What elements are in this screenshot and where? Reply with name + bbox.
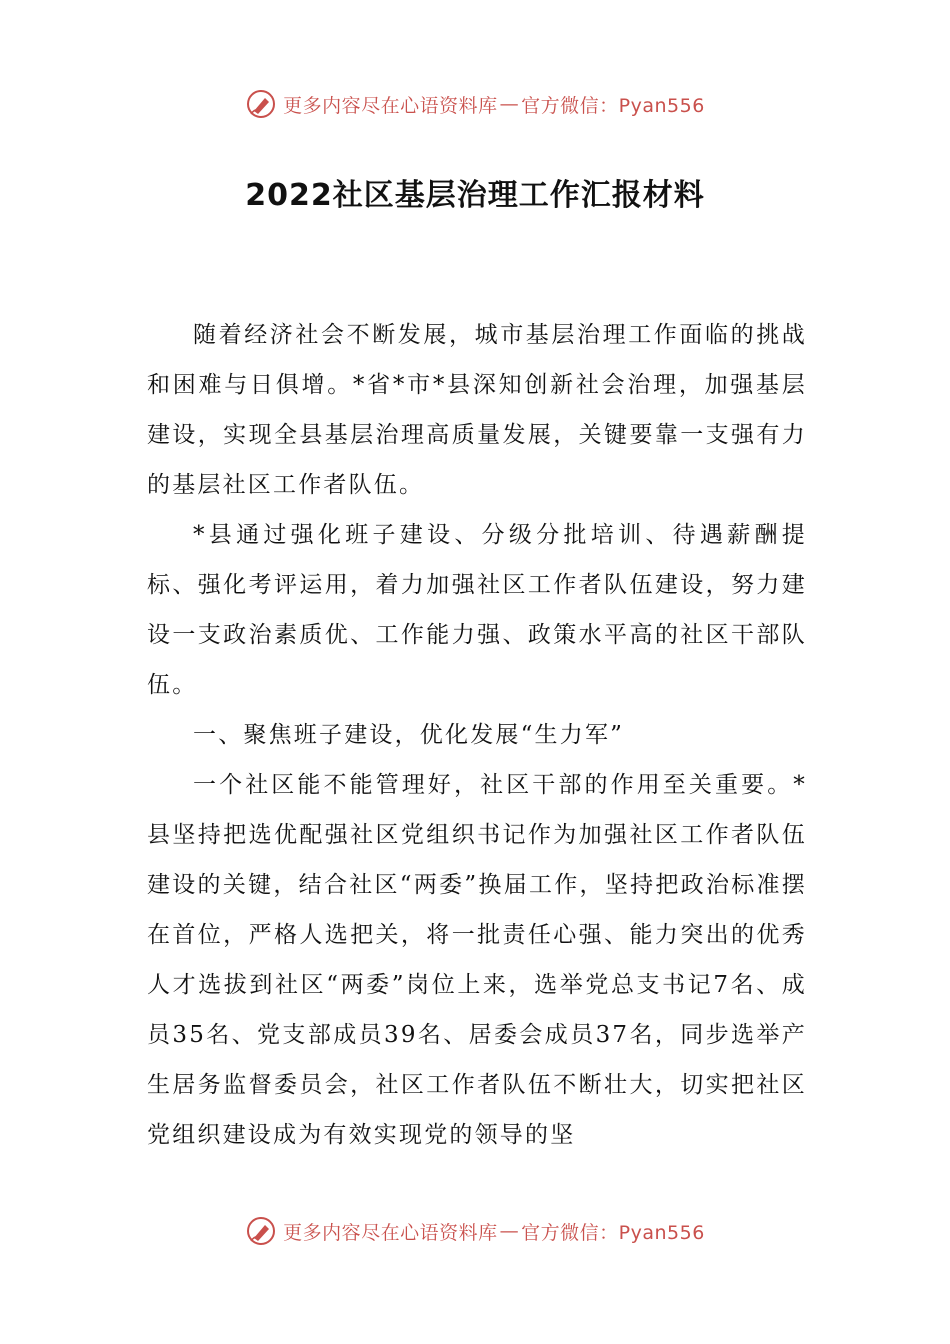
pen-nib-logo-icon	[245, 88, 277, 120]
section-heading-1: 一、聚焦班子建设，优化发展“生力军”	[193, 722, 625, 748]
watermark-separator: —	[499, 1220, 520, 1242]
watermark-wechat: 官方微信：Pyan556	[521, 1221, 705, 1244]
document-body	[147, 310, 807, 1160]
watermark-text: 更多内容尽在心语资料库	[283, 1221, 498, 1244]
pen-nib-logo-icon	[245, 1215, 277, 1247]
paragraph-section-1: 一个社区能不能管理好，社区干部的作用至关重要。*县坚持把选优配强社区党组织书记作为加强社区工作者队伍建设的关键，结合社区“两委”换届工作，坚持把政治标准摆在首位，严格人选把关，将一批责任心强、能力突出的优秀人才选拔到社区“两委”岗位上来，选举党总支书记7名、成员35名、党支部成员39名、居委会成员37名，同步选举产生居务监督委员会，社区工作者队伍不断壮大，切实把社区党组织建设成为有效实现党的领导的坚	[147, 772, 807, 1148]
paragraph-intro: 随着经济社会不断发展，城市基层治理工作面临的挑战和困难与日俱增。*省*市*县深知创新社会治理，加强基层建设，实现全县基层治理高质量发展，关键要靠一支强有力的基层社区工作者队伍。	[147, 322, 807, 498]
document-title: 2022社区基层治理工作汇报材料	[245, 178, 705, 213]
watermark-separator: —	[499, 93, 520, 115]
paragraph-summary: *县通过强化班子建设、分级分批培训、待遇薪酬提标、强化考评运用，着力加强社区工作者队伍建设，努力建设一支政治素质优、工作能力强、政策水平高的社区干部队伍。	[147, 522, 807, 698]
header-watermark	[0, 84, 950, 124]
watermark-text: 更多内容尽在心语资料库	[283, 94, 498, 117]
footer-watermark	[0, 1211, 950, 1251]
watermark-wechat: 官方微信：Pyan556	[521, 94, 705, 117]
